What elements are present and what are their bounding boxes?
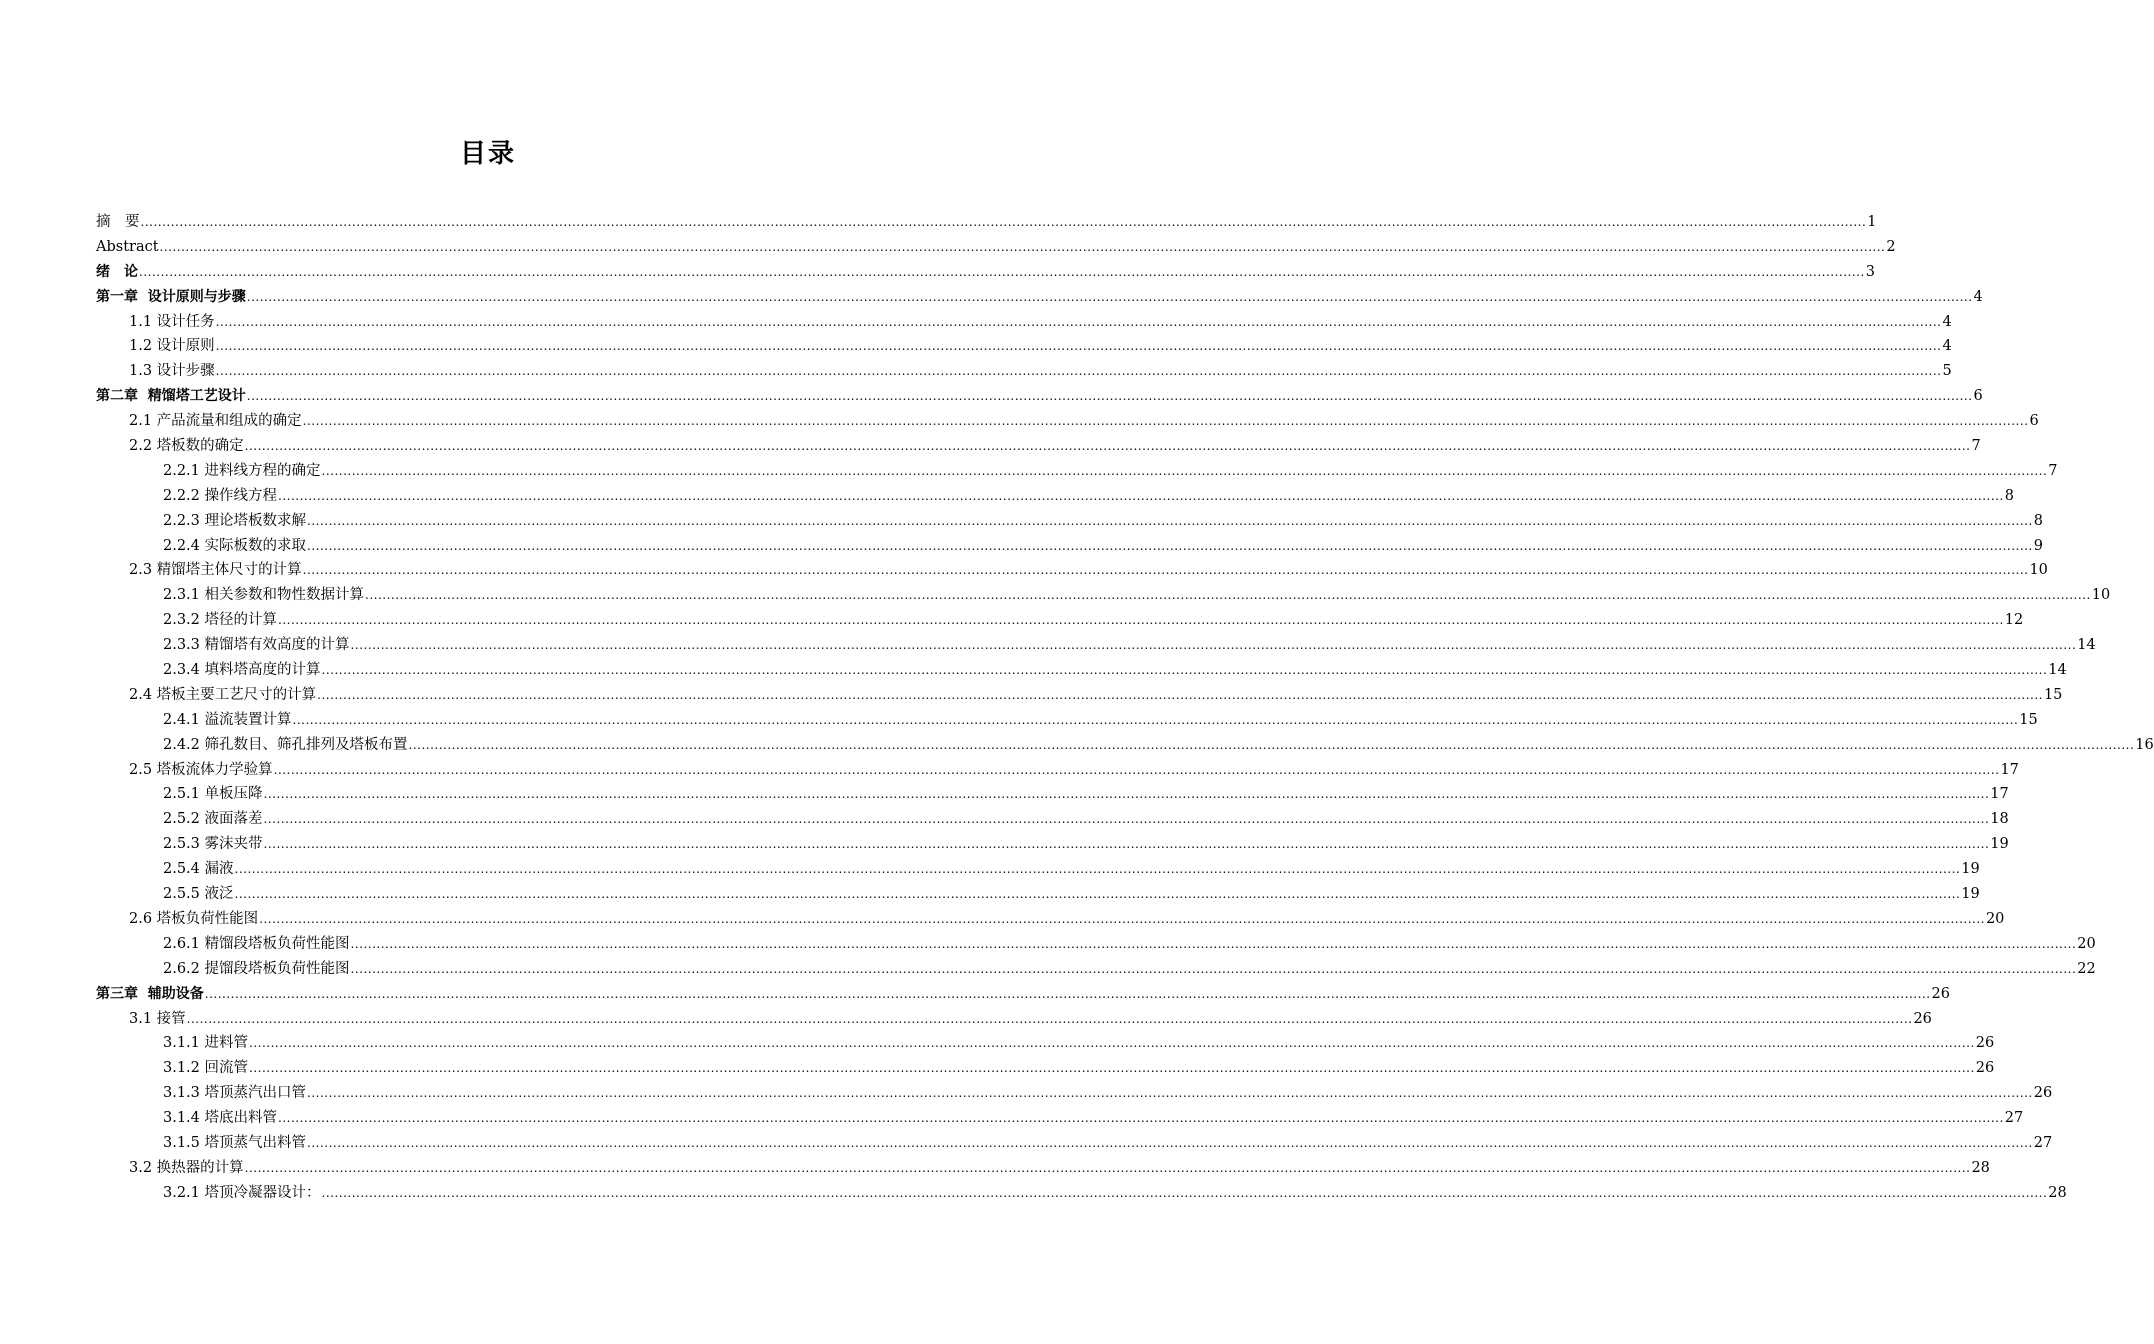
toc-entry-page-number: 26: [1975, 1060, 1995, 1077]
toc-dot-leader: ................................................................................................................................................................................................................................................................................................................................................................................................................: [186, 1011, 1913, 1026]
toc-entry-page-number: 7: [1971, 438, 1981, 455]
toc-entry-page-number: 17: [1990, 786, 2009, 803]
toc-dot-leader: ................................................................................................................................................................................................................................................................................................................................................................................................................: [244, 439, 1971, 454]
toc-entry-page-number: 26: [1913, 1010, 1932, 1027]
toc-entry-page-number: 17: [2000, 761, 2019, 778]
toc-dot-leader: ................................................................................................................................................................................................................................................................................................................................................................................................................: [273, 762, 2000, 777]
toc-entry-page-number: 6: [1973, 388, 1983, 405]
toc-dot-leader: ................................................................................................................................................................................................................................................................................................................................................................................................................: [234, 862, 1961, 877]
toc-dot-leader: ................................................................................................................................................................................................................................................................................................................................................................................................................: [307, 1086, 2033, 1101]
toc-entry-label: 2.6.1 精馏段塔板负荷性能图: [163, 935, 350, 952]
toc-dot-leader: ................................................................................................................................................................................................................................................................................................................................................................................................................: [278, 1111, 2004, 1126]
toc-entry-label: 第三章 辅助设备: [96, 985, 204, 1002]
toc-entry[interactable]: [96, 310, 1952, 335]
page-title: 目录: [459, 139, 516, 169]
toc-dot-leader: ................................................................................................................................................................................................................................................................................................................................................................................................................: [350, 638, 2077, 653]
toc-entry-page-number: 27: [2033, 1134, 2053, 1151]
toc-entry-page-number: 14: [2077, 637, 2096, 654]
toc-entry[interactable]: [96, 758, 2019, 783]
toc-entry-page-number: 28: [1971, 1159, 1990, 1176]
toc-entry-page-number: 26: [2033, 1085, 2053, 1102]
toc-entry[interactable]: [96, 334, 1952, 359]
toc-entry-page-number: 4: [1942, 313, 1952, 330]
toc-entry[interactable]: [96, 484, 2015, 509]
toc-entry-page-number: 4: [1973, 288, 1983, 305]
toc-entry-page-number: 19: [1990, 836, 2009, 853]
toc-entry-page-number: 16: [2135, 736, 2154, 753]
toc-entry-label: 2.3 精馏塔主体尺寸的计算: [129, 562, 302, 579]
toc-entry-page-number: 3: [1865, 263, 1876, 280]
toc-entry-label: 绪 论: [96, 263, 138, 280]
toc-entry-label: 2.3.4 填料塔高度的计算: [163, 662, 321, 679]
toc-entry-label: 2.2.4 实际板数的求取: [163, 537, 307, 554]
toc-dot-leader: ................................................................................................................................................................................................................................................................................................................................................................................................................: [215, 314, 1942, 329]
toc-entry[interactable]: [96, 285, 1983, 310]
toc-entry[interactable]: [96, 683, 2063, 708]
toc-entry-label: 2.3.3 精馏塔有效高度的计算: [163, 637, 350, 654]
toc-entry[interactable]: [96, 982, 1950, 1007]
toc-dot-leader: ................................................................................................................................................................................................................................................................................................................................................................................................................: [321, 1185, 2048, 1200]
toc-dot-leader: ................................................................................................................................................................................................................................................................................................................................................................................................................: [263, 837, 1990, 852]
toc-entry[interactable]: [96, 1081, 2053, 1106]
toc-entry-label: 3.1.5 塔顶蒸气出料管: [163, 1134, 307, 1151]
toc-entry[interactable]: [96, 1031, 1995, 1056]
toc-entry-page-number: 10: [2029, 562, 2048, 579]
toc-entry-label: 2.4 塔板主要工艺尺寸的计算: [129, 686, 317, 703]
toc-entry[interactable]: [96, 932, 2096, 957]
toc-entry-page-number: 19: [1961, 861, 1980, 878]
toc-dot-leader: ................................................................................................................................................................................................................................................................................................................................................................................................................: [302, 414, 2029, 429]
toc-entry-label: 2.1 产品流量和组成的确定: [129, 413, 302, 430]
toc-entry[interactable]: [96, 857, 1980, 882]
toc-entry-page-number: 20: [1985, 910, 2005, 927]
toc-dot-leader: ................................................................................................................................................................................................................................................................................................................................................................................................................: [246, 389, 1973, 404]
toc-entry-page-number: 2: [1886, 238, 1896, 255]
toc-entry[interactable]: [96, 210, 1877, 235]
toc-entry-page-number: 4: [1942, 338, 1952, 355]
toc-entry-label: 3.2 换热器的计算: [129, 1159, 244, 1176]
toc-dot-leader: ................................................................................................................................................................................................................................................................................................................................................................................................................: [246, 289, 1973, 304]
toc-entry-label: 第二章 精馏塔工艺设计: [96, 388, 246, 405]
toc-entry[interactable]: [96, 1156, 1990, 1181]
toc-entry[interactable]: [96, 658, 2067, 683]
toc-entry[interactable]: [96, 708, 2038, 733]
toc-dot-leader: ................................................................................................................................................................................................................................................................................................................................................................................................................: [204, 986, 1931, 1001]
toc-dot-leader: ................................................................................................................................................................................................................................................................................................................................................................................................................: [263, 787, 1990, 802]
toc-dot-leader: ................................................................................................................................................................................................................................................................................................................................................................................................................: [365, 588, 2091, 603]
toc-dot-leader: ................................................................................................................................................................................................................................................................................................................................................................................................................: [234, 887, 1961, 902]
toc-entry[interactable]: [96, 782, 2009, 807]
toc-entry-label: 2.4.2 筛孔数目、筛孔排列及塔板布置: [163, 736, 408, 753]
toc-dot-leader: ................................................................................................................................................................................................................................................................................................................................................................................................................: [244, 1160, 1971, 1175]
toc-entry-page-number: 26: [1975, 1035, 1995, 1052]
toc-dot-leader: ................................................................................................................................................................................................................................................................................................................................................................................................................: [140, 215, 1867, 229]
toc-dot-leader: ................................................................................................................................................................................................................................................................................................................................................................................................................: [215, 364, 1942, 379]
toc-entry[interactable]: [96, 409, 2039, 434]
toc-entry-label: 2.5.2 液面落差: [163, 811, 263, 828]
toc-entry-label: 2.5 塔板流体力学验算: [129, 761, 273, 778]
toc-entry-page-number: 18: [1990, 811, 2009, 828]
toc-entry[interactable]: [96, 608, 2024, 633]
toc-entry-page-number: 5: [1942, 363, 1952, 380]
toc-entry-page-number: 22: [2077, 960, 2096, 977]
toc-entry-label: 2.6.2 提馏段塔板负荷性能图: [163, 960, 350, 977]
toc-dot-leader: ................................................................................................................................................................................................................................................................................................................................................................................................................: [249, 1036, 1975, 1051]
toc-entry-label: 2.5.4 漏液: [163, 861, 234, 878]
toc-dot-leader: ................................................................................................................................................................................................................................................................................................................................................................................................................: [307, 538, 2033, 553]
toc-entry-label: 1.2 设计原则: [129, 338, 215, 355]
toc-entry-page-number: 27: [2004, 1110, 2024, 1127]
toc-dot-leader: ................................................................................................................................................................................................................................................................................................................................................................................................................: [350, 961, 2077, 976]
toc-entry[interactable]: [96, 733, 2154, 758]
toc-entry[interactable]: [96, 558, 2048, 583]
toc-entry[interactable]: [96, 832, 2009, 857]
toc-entry-label: 3.1.4 塔底出料管: [163, 1110, 278, 1127]
toc-entry[interactable]: [96, 509, 2044, 534]
toc-entry-label: 3.1.2 回流管: [163, 1060, 249, 1077]
toc-entry[interactable]: [96, 235, 1896, 260]
toc-entry-page-number: 7: [2048, 462, 2058, 479]
toc-dot-leader: ................................................................................................................................................................................................................................................................................................................................................................................................................: [278, 488, 2004, 503]
toc-entry-label: 摘 要: [96, 214, 140, 230]
toc-entry-label: 2.2 塔板数的确定: [129, 438, 244, 455]
toc-dot-leader: ................................................................................................................................................................................................................................................................................................................................................................................................................: [249, 1061, 1975, 1076]
toc-entry-label: 2.5.3 雾沫夹带: [163, 836, 263, 853]
toc-entry[interactable]: [96, 534, 2044, 559]
toc-dot-leader: ................................................................................................................................................................................................................................................................................................................................................................................................................: [408, 737, 2135, 752]
toc-entry[interactable]: [96, 1131, 2053, 1156]
toc-dot-leader: ................................................................................................................................................................................................................................................................................................................................................................................................................: [259, 911, 1985, 926]
toc-entry-page-number: 19: [1961, 886, 1980, 903]
toc-entry[interactable]: [96, 384, 1983, 409]
toc-entry-label: 第一章 设计原则与步骤: [96, 288, 246, 305]
toc-entry[interactable]: [96, 1106, 2024, 1131]
toc-entry-label: 2.2.2 操作线方程: [163, 487, 278, 504]
toc-entry-label: 2.5.1 单板压降: [163, 786, 263, 803]
toc-entry-label: 3.1.3 塔顶蒸汽出口管: [163, 1085, 307, 1102]
toc-entry-page-number: 6: [2029, 413, 2039, 430]
toc-dot-leader: ................................................................................................................................................................................................................................................................................................................................................................................................................: [159, 239, 1886, 254]
toc-entry-page-number: 15: [2043, 686, 2063, 703]
toc-entry-label: 1.1 设计任务: [129, 313, 215, 330]
toc-entry-label: 2.5.5 液泛: [163, 886, 234, 903]
toc-dot-leader: ................................................................................................................................................................................................................................................................................................................................................................................................................: [292, 712, 2019, 727]
toc-entry-page-number: 9: [2033, 537, 2044, 554]
toc-entry[interactable]: [96, 1181, 2067, 1206]
toc-entry-label: 2.3.1 相关参数和物性数据计算: [163, 587, 365, 604]
toc-entry-page-number: 20: [2077, 935, 2096, 952]
toc-entry-label: 1.3 设计步骤: [129, 363, 215, 380]
toc-dot-leader: ................................................................................................................................................................................................................................................................................................................................................................................................................: [307, 513, 2033, 528]
toc-entry[interactable]: [96, 583, 2111, 608]
toc-entry[interactable]: [96, 459, 2058, 484]
toc-entry[interactable]: [96, 957, 2096, 982]
toc-dot-leader: ................................................................................................................................................................................................................................................................................................................................................................................................................: [350, 936, 2077, 951]
toc-entry[interactable]: [96, 1056, 1995, 1081]
toc-dot-leader: ................................................................................................................................................................................................................................................................................................................................................................................................................: [278, 613, 2004, 628]
toc-entry[interactable]: [96, 907, 2005, 932]
toc-entry-page-number: 10: [2091, 587, 2111, 604]
toc-dot-leader: ................................................................................................................................................................................................................................................................................................................................................................................................................: [321, 663, 2048, 678]
toc-entry-label: 2.2.3 理论塔板数求解: [163, 512, 307, 529]
toc-entry[interactable]: [96, 260, 1876, 285]
toc-entry[interactable]: [96, 807, 2009, 832]
toc-entry-label: 3.1 接管: [129, 1010, 186, 1027]
toc-entry-label: 3.2.1 塔顶冷凝器设计：: [163, 1184, 321, 1201]
toc-dot-leader: ................................................................................................................................................................................................................................................................................................................................................................................................................: [307, 1135, 2033, 1150]
toc-entry-page-number: 8: [2004, 487, 2015, 504]
toc-entry-page-number: 1: [1867, 214, 1877, 230]
toc-entry-page-number: 12: [2004, 612, 2024, 629]
toc-entry[interactable]: [96, 434, 1981, 459]
toc-dot-leader: ................................................................................................................................................................................................................................................................................................................................................................................................................: [139, 264, 1865, 279]
toc-entry-page-number: 15: [2019, 711, 2038, 728]
table-of-contents: [96, 210, 2154, 1206]
toc-entry[interactable]: [96, 633, 2096, 658]
toc-entry-page-number: 28: [2048, 1184, 2067, 1201]
toc-entry-label: 2.3.2 塔径的计算: [163, 612, 278, 629]
toc-entry[interactable]: [96, 882, 1980, 907]
toc-entry-label: Abstract: [96, 238, 159, 255]
toc-entry-label: 3.1.1 进料管: [163, 1035, 249, 1052]
toc-entry-label: 2.4.1 溢流装置计算: [163, 711, 292, 728]
toc-entry-page-number: 14: [2048, 662, 2067, 679]
toc-entry-page-number: 8: [2033, 512, 2044, 529]
toc-dot-leader: ................................................................................................................................................................................................................................................................................................................................................................................................................: [302, 563, 2029, 578]
toc-dot-leader: ................................................................................................................................................................................................................................................................................................................................................................................................................: [317, 687, 2043, 702]
toc-entry[interactable]: [96, 1007, 1932, 1032]
toc-dot-leader: ................................................................................................................................................................................................................................................................................................................................................................................................................: [215, 339, 1942, 354]
toc-entry[interactable]: [96, 359, 1952, 384]
toc-entry-label: 2.2.1 进料线方程的确定: [163, 462, 321, 479]
toc-entry-page-number: 26: [1931, 985, 1950, 1002]
toc-dot-leader: ................................................................................................................................................................................................................................................................................................................................................................................................................: [263, 812, 1990, 827]
toc-entry-label: 2.6 塔板负荷性能图: [129, 910, 259, 927]
toc-dot-leader: ................................................................................................................................................................................................................................................................................................................................................................................................................: [321, 463, 2048, 478]
